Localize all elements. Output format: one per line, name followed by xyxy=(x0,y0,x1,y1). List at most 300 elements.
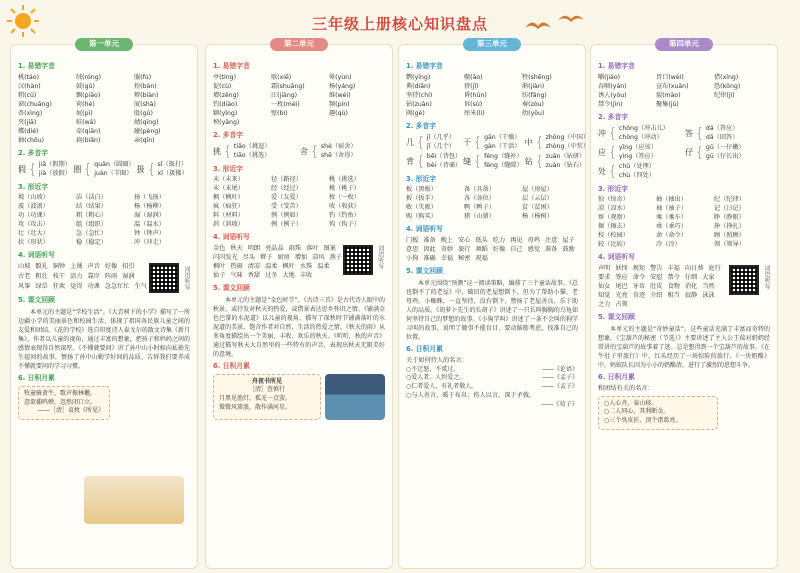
duoyin-line: zhòng（中奖） xyxy=(545,142,590,150)
pinyin-item: 聚集(jù) xyxy=(656,100,679,108)
xingjin-item: 备（具备） xyxy=(464,186,495,194)
quote-text: ○仁者爱人，有礼者敬人。 xyxy=(406,383,478,391)
word: 准备 xyxy=(545,246,558,254)
pinyin-item: 胃口(wèi) xyxy=(656,73,684,81)
xingjin-grid xyxy=(598,196,770,250)
word: 风筝 xyxy=(18,283,31,291)
xingjin-item: 组（组织） xyxy=(76,221,107,229)
xingjin-item: 睁（睁眼） xyxy=(714,214,745,222)
qr-block[interactable] xyxy=(343,245,384,281)
word: 介绍 xyxy=(650,292,663,300)
duoyin-group: 应 { yīng（应该） yìng（答应） xyxy=(598,143,657,161)
pinyin-item: 抽(chōu) xyxy=(18,136,45,144)
word: 气味 xyxy=(230,272,243,280)
word: 枫叶 xyxy=(282,263,295,271)
word: 奇迹 xyxy=(632,292,646,300)
xingjin-item: 稳（稳定） xyxy=(76,239,107,247)
word: 枫叶 xyxy=(213,263,226,271)
xingjin-item: 鸭（鸭子） xyxy=(464,204,495,212)
word: 门板 xyxy=(406,237,419,245)
pinyin-item: 牲(shēng) xyxy=(522,73,552,81)
xingjin-item: 贫（贫困） xyxy=(522,204,553,212)
duoyin-group: 冲 { chōng（冲击儿） chòng（冲动） xyxy=(598,124,669,142)
qr-label: 词语听写 xyxy=(183,266,190,291)
poem-line: 牧童骑黄牛，歌声振林樾。 xyxy=(24,389,97,397)
tingxie-words xyxy=(213,245,343,281)
duoyin-group: 钻 { zuān（钻研） zuàn（钻石） xyxy=(524,152,586,170)
duoyin-line: jǐ（几乎） xyxy=(426,133,456,141)
word: 狂欢 xyxy=(52,283,66,291)
word: 雨珠 xyxy=(288,245,302,253)
word: 香甜 xyxy=(247,272,261,280)
duoyin-char: 答 xyxy=(685,128,693,138)
duoyin-line: shě（舍得） xyxy=(320,151,357,159)
qr-code-icon[interactable] xyxy=(149,263,179,293)
pinyin-item: 挤(jǐ) xyxy=(464,82,479,90)
poem-author: ——［清］袁枚《所见》 xyxy=(37,407,104,415)
word: 命令 xyxy=(632,274,646,282)
pinyin-item: 桃(táo) xyxy=(18,73,40,81)
quote-intro: 和团结有关的名言： xyxy=(598,384,654,392)
unit-4-tag: 第四单元 xyxy=(655,38,713,51)
xingjin-item: 各（各位） xyxy=(464,195,495,203)
word: 再见 xyxy=(510,237,523,245)
pinyin-item: 飘(piāo) xyxy=(76,91,101,99)
pinyin-item: 维(wéi) xyxy=(329,91,351,99)
pinyin-item: 服(fú) xyxy=(134,73,152,81)
word: 吃力 xyxy=(492,237,506,245)
qr-code-icon[interactable] xyxy=(343,245,373,275)
pinyin-item: 趣(qù) xyxy=(329,109,348,117)
pinyin-item: 厦(shà) xyxy=(134,100,156,108)
pinyin-grid xyxy=(18,74,190,146)
qr-label: 词语听写 xyxy=(763,265,770,290)
section-heading: 4. 词语听写 xyxy=(598,253,635,262)
pinyin-item: 一枚(méi) xyxy=(271,100,300,108)
xingjin-item: 钟（钟声） xyxy=(134,230,165,238)
word: 落叶 xyxy=(306,245,319,253)
duoyin-group: 处 { chǔ（处理） chù（四处） xyxy=(598,162,655,180)
pinyin-item: 窗(chuāng) xyxy=(18,100,52,108)
duoyin-line: jiǎ（假期） xyxy=(38,160,71,168)
quote-box xyxy=(598,396,718,430)
word: 仙女 xyxy=(598,283,611,291)
duoyin-char: 扱 xyxy=(136,164,145,174)
word: 增加 xyxy=(294,254,308,262)
word: 尾巴 xyxy=(615,283,628,291)
word: 食物 xyxy=(667,283,680,291)
duoyin-group: 中 { zhōng（中国） zhòng（中奖） xyxy=(524,133,590,151)
duoyin-group: 扱 { sǐ（扱打） xī（扱拂） xyxy=(136,160,188,178)
pinyin-item: 晕(yùn) xyxy=(329,73,352,81)
pinyin-item: 禁令(jìn) xyxy=(598,100,623,108)
word: 声音 xyxy=(87,263,100,271)
word: 清凉 xyxy=(247,263,261,271)
unit-1-tag: 第一单元 xyxy=(75,38,133,51)
xingjin-grid xyxy=(18,194,190,248)
word: 过冬 xyxy=(265,272,278,280)
qr-code-icon[interactable] xyxy=(729,265,759,295)
pinyin-item: 杏(xìng) xyxy=(18,109,43,117)
word: 尽头 xyxy=(242,254,256,262)
pinyin-item: 促(cù) xyxy=(213,82,232,90)
quote-line xyxy=(406,383,578,392)
pinyin-item: 碰(pèng) xyxy=(134,127,161,135)
duoyin-line: gàn（干活） xyxy=(484,142,521,150)
xingjin-item: 爱（友爱） xyxy=(271,194,302,202)
duoyin-line: tiǎo（挑逗） xyxy=(233,142,271,150)
word: 消化 xyxy=(684,283,698,291)
pinyin-item: 诉(sù) xyxy=(464,100,483,108)
duoyin-char: 冲 xyxy=(598,128,606,138)
word: 水珠 xyxy=(299,263,313,271)
pinyin-item: 嗷(āo) xyxy=(464,73,483,81)
word: 大地 xyxy=(282,272,295,280)
pinyin-grid xyxy=(406,74,578,119)
word: 急急忙忙 xyxy=(104,283,130,291)
pinyin-item: 坚持(chí) xyxy=(406,91,433,99)
word: 当然 xyxy=(702,283,715,291)
word: 觉得 xyxy=(70,283,83,291)
pinyin-item: 扁(biǎn) xyxy=(76,136,101,144)
word: 旅行 xyxy=(458,246,471,254)
section-heading: 4. 词语听写 xyxy=(406,225,443,234)
tingxie-row xyxy=(18,263,190,293)
section-heading: 6. 日积月累 xyxy=(18,373,55,382)
xingjin-item: 纪（纪律） xyxy=(714,196,745,204)
xingjin-item: 扳（扳手） xyxy=(406,195,437,203)
word: 鼓励 xyxy=(562,246,575,254)
word: 晚上 xyxy=(440,237,454,245)
word: 燕子 xyxy=(329,254,342,262)
duoyin-line: sǐ（扱打） xyxy=(157,160,188,168)
section-heading: 1. 易错字音 xyxy=(213,62,250,70)
pinyin-item: 幼(yòu) xyxy=(522,109,545,117)
poem-author: ［清］查慎行 xyxy=(248,386,285,394)
word: 之力 xyxy=(598,301,611,309)
unit-4-panel xyxy=(590,39,778,569)
word: 凉风 xyxy=(312,254,325,262)
xingjin-item: 扬（飞扬） xyxy=(134,194,165,202)
word: 好像 xyxy=(492,246,506,254)
duoyin-group: 背 { bēi（背包） bèi（背诵） xyxy=(406,152,462,170)
poem-box xyxy=(213,374,321,420)
duoyin-line: chù（四处） xyxy=(618,171,655,179)
word: 温柔 xyxy=(317,263,330,271)
xingjin-item: 疯（疯狂） xyxy=(213,203,244,211)
duoyin-grid xyxy=(406,133,590,172)
xingjin-item: 温（温水） xyxy=(134,221,165,229)
xingjin-item: 桃（挑选） xyxy=(329,176,360,184)
pinyin-item: 宣布(xuān) xyxy=(656,82,689,90)
unit-2-tag: 第二单元 xyxy=(270,38,328,51)
duoyin-group: 挑 { tiǎo（挑逗） tiāo（挑选） xyxy=(213,142,271,160)
word: 安慰 xyxy=(650,274,663,282)
xingjin-item: 板（黑板） xyxy=(406,186,437,194)
word: 知觉 xyxy=(598,292,611,300)
pinyin-item: 频(pín) xyxy=(329,100,350,108)
word: 占领 xyxy=(615,301,628,309)
quote-text: ○人心齐，泰山移。 xyxy=(604,399,658,407)
duoyin-char: 挑 xyxy=(213,146,221,156)
tingxie-words xyxy=(18,263,149,293)
word: 图案 xyxy=(323,245,336,253)
quote-text: ○三个臭皮匠，顶个诸葛亮。 xyxy=(604,417,682,425)
review-text: 本单元的主题是“奇妙童话”。这些童话充满了丰富而奇特的想象。《宝葫芦的秘密（节选）》主要讲述了主人公王葆对奶奶经常讲的宝葫芦的故事着了迷。总是想得到一个宝葫芦的故事。《在牛肚子里旅行》中，红头经历了一场惊险的旅行。《一块奶酪》中，蚂蚁队长因为小小的奶酪渣，进行了激烈的思想斗争。 xyxy=(598,325,770,369)
poem-row xyxy=(213,374,385,420)
xingjin-item: 波（波浪） xyxy=(18,203,49,211)
xingjin-item: 例（例子） xyxy=(271,221,302,229)
xingjin-item: 杨（杨树） xyxy=(522,213,553,221)
pinyin-item: 辫(biàn) xyxy=(134,91,159,99)
duoyin-group: 仔 { gǔ（一仔嫩） gū（仔长出） xyxy=(685,143,745,161)
word: 低头 xyxy=(475,237,488,245)
xingjin-item: 急（急忙） xyxy=(76,230,107,238)
xingjin-item: 凉（凉水） xyxy=(598,205,629,213)
word: 枝干 xyxy=(52,273,66,281)
pinyin-item: 汉(hàn) xyxy=(18,82,41,90)
xingjin-item: 记（日记） xyxy=(714,205,745,213)
section-heading: 2. 多音字 xyxy=(598,112,629,121)
word: 秋天 xyxy=(230,245,243,253)
quote-source: ——《孟子》 xyxy=(541,383,578,391)
xingjin-item: 惊（惊奇） xyxy=(598,196,629,204)
word: 丰福 xyxy=(667,265,680,273)
xingjin-item: 状（形状） xyxy=(18,239,49,247)
pinyin-item: 嚼(jiáo) xyxy=(598,73,621,81)
pinyin-item: 貌(mào) xyxy=(656,91,681,99)
word: 感觉 xyxy=(527,246,540,254)
duoyin-group: 答 { dá（答应） dā（回答） xyxy=(685,124,739,142)
word: 粗壮 xyxy=(35,273,48,281)
word: 规矩 xyxy=(632,265,646,273)
section-heading: 3. 形近字 xyxy=(598,184,629,193)
poem-line: 微微风簇浪，散作满河星。 xyxy=(219,403,292,411)
word: 准确 xyxy=(423,255,436,263)
poem-box xyxy=(18,386,110,420)
section-heading: 1. 易错字音 xyxy=(18,62,55,70)
duoyin-char: 假 xyxy=(18,164,26,174)
word: 大家 xyxy=(702,274,715,282)
unit-3-panel xyxy=(398,39,590,569)
pinyin-item: 蛙(wā) xyxy=(76,118,96,126)
quote-line xyxy=(406,392,578,410)
word: 辫子 xyxy=(260,254,273,262)
pinyin-item: 钓(diào) xyxy=(213,100,238,108)
duoyin-group: 圈 { quān（圆圈） juàn（羊圈） xyxy=(73,160,135,178)
xingjin-item: 猪（山猪） xyxy=(464,213,495,221)
duoyin-line: chòng（冲动） xyxy=(618,133,663,141)
pinyin-item: 鼓(gǔ) xyxy=(76,82,95,90)
word: 湿润 xyxy=(122,273,135,281)
review-text: 本单元的主题是“学校生活”。《大青树下的小学》描写了一所边疆小学的美丽景色和校园生活，体现了祖国各民族儿童之间的友爱和团结。《花的学校》选自印度诗人泰戈尔的散文诗集《新月集》，作者以儿童的视角，通过丰富的想象，把孩子和妈妈之间的感情表现得自然深厚。《不懂就要问》讲了孙中山小时候向私塾先生提问的故事，赞扬了孙中山勤学好问的品质，告诉我们要养成不懂就要问的学习习惯。 xyxy=(18,308,190,370)
xingjin-grid xyxy=(213,176,385,230)
pinyin-item: 奏(zòu) xyxy=(522,100,544,108)
xingjin-item: 冲（冲走） xyxy=(134,239,165,247)
word: 亮晶晶 xyxy=(265,245,284,253)
review-text: 本单元的主题是“金色时节”。《古诗三首》是古代诗人眼中的秋景，或抒发对秋天的热爱，或借景表达思乡怀旧之情。《铺满金色巴掌的水泥道》以儿童的视角，描写了深秋时节铺满落叶的水泥道的美景，饱含作者对自然、生活的热爱之情。《秋天的雨》从多角度描绘出一个美丽、丰收、欢乐的秋天。《听听，秋的声音》通过描写秋天大自然里的一些特有的声音，表现出秋天无限美好的意境。 xyxy=(213,296,385,358)
duoyin-line: zuàn（钻石） xyxy=(545,161,586,169)
pinyin-item: 昏(hūn) xyxy=(464,91,487,99)
duoyin-char: 背 xyxy=(406,156,414,166)
pinyin-item: 渐(jiàn) xyxy=(522,82,545,90)
xingjin-item: 料（材料） xyxy=(213,212,244,220)
duoyin-group: 假 { jiǎ（假期） jià（放假） xyxy=(18,160,71,178)
xingjin-item: 钓（钓鱼） xyxy=(329,212,360,220)
pinyin-item: 鹦(yīng) xyxy=(406,73,431,81)
word: 上课 xyxy=(70,263,83,271)
pinyin-item: 钻(zuàn) xyxy=(406,100,432,108)
duoyin-line: chǔ（处理） xyxy=(618,162,655,170)
xingjin-item: 受（受苦） xyxy=(271,203,302,211)
section-heading: 6. 日积月累 xyxy=(598,372,635,381)
poem-title: 舟夜书所见 xyxy=(251,377,282,385)
duoyin-group: 舍 { shè（宿舍） shě（舍得） xyxy=(300,142,357,160)
xingjin-item: 未（未来） xyxy=(213,176,244,184)
section-heading: 6. 日积月累 xyxy=(406,344,443,353)
word: 明朗 xyxy=(247,245,261,253)
quote-text: ○爱人者，人恒爱之。 xyxy=(406,374,466,382)
word: 相当 xyxy=(667,292,680,300)
section-heading: 3. 形近字 xyxy=(406,174,437,183)
duoyin-line: quān（圆圈） xyxy=(94,160,135,168)
duoyin-grid xyxy=(18,161,190,180)
xingjin-item: 败（失败） xyxy=(406,204,437,212)
pinyin-item: 蝶(dié) xyxy=(18,127,39,135)
section-heading: 5. 课文回顾 xyxy=(406,267,443,276)
quote-source: ——《荀子》 xyxy=(540,400,578,408)
duoyin-line: gǔ（一仔嫩） xyxy=(705,143,745,151)
xingjin-item: 洁（洁白） xyxy=(76,194,107,202)
unit-3-tag: 第三单元 xyxy=(463,38,521,51)
word: 注意 xyxy=(545,237,558,245)
word: 庭行 xyxy=(708,265,721,273)
duoyin-char: 钻 xyxy=(524,156,533,166)
word: 寂静 xyxy=(684,292,698,300)
pinyin-item: 荷(hé) xyxy=(76,100,95,108)
word: 热闹 xyxy=(230,263,243,271)
duoyin-line: jià（放假） xyxy=(38,169,71,177)
xingjin-item: 杨（杨柳） xyxy=(134,203,165,211)
word: 祝福 xyxy=(475,255,488,263)
pinyin-item: 蜻(qīng) xyxy=(134,118,159,126)
word: 因此 xyxy=(423,246,436,254)
duoyin-char: 仔 xyxy=(685,147,693,157)
xingjin-item: 功（功课） xyxy=(18,212,49,220)
duoyin-char: 缝 xyxy=(463,156,472,166)
xingjin-item: 攻（攻击） xyxy=(18,221,49,229)
word: 靠岸 xyxy=(87,273,100,281)
pinyin-item: 增(zēng) xyxy=(213,91,239,99)
xingjin-item: 湿（湿润） xyxy=(134,212,165,220)
word: 闪闪发光 xyxy=(213,254,238,262)
duoyin-char: 中 xyxy=(524,137,533,147)
pinyin-item: 诱人(yòu) xyxy=(598,91,627,99)
pinyin-item: 股(gǔ) xyxy=(134,109,153,117)
word: 功课 xyxy=(87,283,100,291)
section-heading: 5. 课文回顾 xyxy=(213,284,250,293)
duoyin-line: fèng（缝隙） xyxy=(484,161,523,169)
section-heading: 6. 日积月累 xyxy=(213,361,250,370)
pinyin-item: 惜(xīng) xyxy=(714,73,739,81)
word: 舞蹈 xyxy=(475,246,488,254)
xingjin-item: 乘（乘车） xyxy=(656,214,687,222)
page-title: 三年级上册核心知识盘点 xyxy=(311,15,488,33)
word: 古老 xyxy=(18,273,31,281)
word: 准备 xyxy=(423,237,436,245)
pinyin-item: 杨(yáng) xyxy=(329,82,356,90)
quote-source: ——《孟子》 xyxy=(541,374,578,382)
tingxie-words xyxy=(598,265,729,310)
tingxie-words xyxy=(406,237,578,264)
word: 要求 xyxy=(598,274,611,282)
word: 泳泳 xyxy=(702,292,715,300)
xingjin-item: 领（领导） xyxy=(714,241,745,249)
duoyin-line: shè（宿舍） xyxy=(320,142,357,150)
tingxie-row xyxy=(213,245,385,281)
word: 铜钟 xyxy=(52,263,66,271)
xingjin-item: 较（比较） xyxy=(598,241,629,249)
xingjin-item: 枚（一枚） xyxy=(329,194,360,202)
quote-line xyxy=(406,374,578,383)
duoyin-line: zhōng（中国） xyxy=(545,133,590,141)
word: 警告 xyxy=(650,265,663,273)
duoyin-group: 几 { jǐ（几乎） jǐ（几个） xyxy=(406,133,456,151)
section-heading: 2. 多音字 xyxy=(213,130,244,139)
word: 阵雨 xyxy=(104,273,118,281)
xingjin-item: 钩（钩子） xyxy=(329,221,360,229)
word: 签应 xyxy=(615,274,628,282)
xingjin-item: 乖（乖巧） xyxy=(656,223,687,231)
xingjin-item: 末（末尾） xyxy=(213,185,244,193)
xingjin-item: 袖（袖子） xyxy=(656,205,687,213)
pinyin-item: 秧(yāng) xyxy=(213,118,240,126)
word: 仔细 xyxy=(684,274,698,282)
xingjin-item: 冷（冷） xyxy=(656,241,681,249)
xingjin-item: 命（命令） xyxy=(656,232,687,240)
word: 声明 xyxy=(598,265,611,273)
word: 意思 xyxy=(406,246,419,254)
pinyin-item: 亲(qīn) xyxy=(134,136,155,144)
word: 禁令 xyxy=(667,274,680,282)
xingjin-item: 壮（壮大） xyxy=(18,230,49,238)
word: 母鸡 xyxy=(527,237,540,245)
word: 奇妙 xyxy=(440,246,454,254)
quote-text: ○二人同心，其利断金。 xyxy=(604,408,670,416)
duoyin-line: dá（答应） xyxy=(705,124,739,132)
qr-block[interactable] xyxy=(149,263,190,293)
pinyin-item: 恐(kǒng) xyxy=(714,82,741,90)
duoyin-line: jǐ（几个） xyxy=(426,142,456,150)
section-heading: 1. 易错字音 xyxy=(598,62,635,70)
duoyin-line: bēi（背包） xyxy=(426,152,462,160)
word: 金色 xyxy=(213,245,226,253)
word: 活力 xyxy=(70,273,83,281)
word: 好像 xyxy=(104,263,118,271)
section-heading: 5. 课文回顾 xyxy=(598,313,635,322)
qr-block[interactable] xyxy=(729,265,770,310)
word: 招引 xyxy=(122,263,135,271)
word: 丰收 xyxy=(299,272,313,280)
section-heading: 1. 易错字音 xyxy=(406,62,443,70)
duoyin-line: yīng（应该） xyxy=(618,143,657,151)
duoyin-char: 处 xyxy=(598,166,606,176)
xingjin-item: 斜（斜坡） xyxy=(213,221,244,229)
section-heading: 4. 词语听写 xyxy=(213,233,250,242)
pinyin-item: 绒(róng) xyxy=(76,73,102,81)
xingjin-item: 粗（粗心） xyxy=(76,212,107,220)
pinyin-item: 典(diǎn) xyxy=(406,82,431,90)
